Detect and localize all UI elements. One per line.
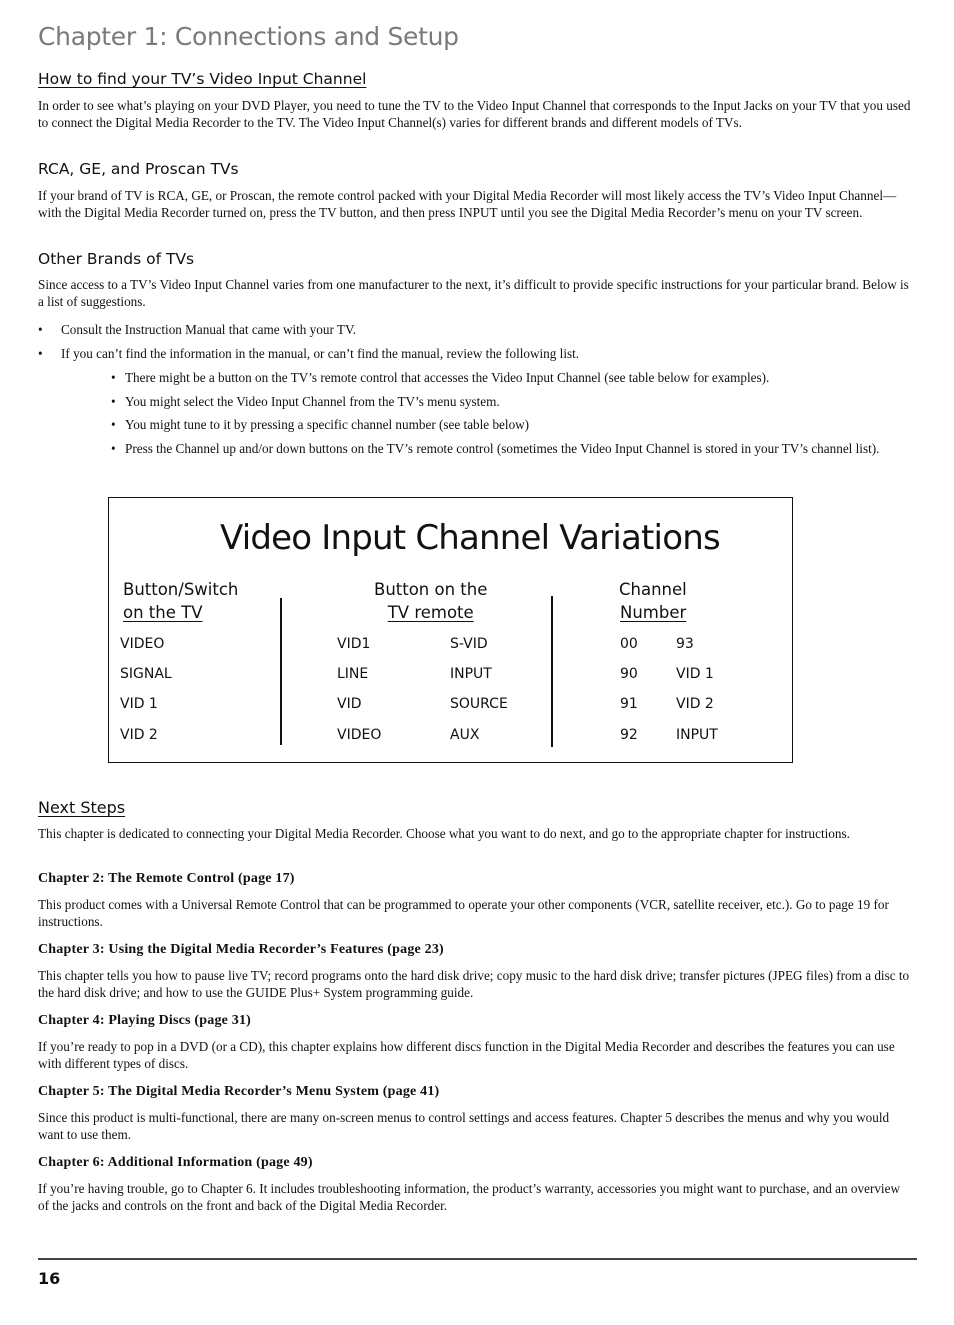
chapter-2-title: Chapter 2: The Remote Control (page 17) — [38, 871, 295, 886]
chapter-6-body: If you’re having trouble, go to Chapter 6. It includes troubleshooting information, the product’s warranty, accessories you might want to purchase, and an overview of the jacks and controls on the front and back of the Digital Media Recorder. — [38, 1181, 900, 1213]
bullet-icon: • — [111, 417, 116, 432]
rca-heading: RCA, GE, and Proscan TVs — [38, 160, 239, 178]
chapter-title: Chapter 1: Connections and Setup — [38, 22, 459, 51]
col-head-line: Button on the — [374, 580, 488, 599]
table-cell: AUX — [450, 727, 480, 743]
chapter-4-title: Chapter 4: Playing Discs (page 31) — [38, 1013, 252, 1028]
bullet-icon: • — [111, 370, 116, 385]
table-cell: VID 2 — [120, 727, 158, 743]
sub-bullet-text: You might select the Video Input Channel from the TV’s menu system. — [125, 394, 500, 409]
table-cell: LINE — [337, 666, 369, 682]
table-cell: S-VID — [450, 636, 488, 652]
next-steps-body: This chapter is dedicated to connecting your Digital Media Recorder. Choose what you want to do next, and go to the appropriate chapter for instructions. — [38, 826, 850, 841]
chapter-2-body: This product comes with a Universal Remote Control that can be programmed to operate your other components (VCR, satellite receiver, etc.). Go to page 19 for instructions. — [38, 897, 889, 929]
col-head-button-switch — [123, 578, 238, 624]
other-brands-heading: Other Brands of TVs — [38, 250, 195, 268]
table-cell: 92 — [620, 727, 638, 743]
table-cell: 93 — [676, 636, 694, 652]
next-steps-heading: Next Steps — [38, 798, 126, 817]
table-cell: VIDEO — [120, 636, 165, 652]
table-cell: INPUT — [676, 727, 718, 743]
sub-list-item — [111, 440, 906, 457]
bullet-icon: • — [111, 394, 116, 409]
table-cell: SOURCE — [450, 696, 508, 712]
find-channel-body: In order to see what’s playing on your DVD Player, you need to tune the TV to the Video Input Channel that corresponds to the Input Jacks on your TV that you used to connect the Digital Media Recorder to the TV. The Video Input Channel(s) varies for different brands and different models of TVs. — [38, 98, 911, 130]
table-cell: 91 — [620, 696, 638, 712]
sub-bullet-text: You might tune to it by pressing a specific channel number (see table below) — [125, 417, 530, 432]
col-head-channel — [619, 578, 687, 624]
col-head-line: on the TV — [123, 603, 203, 622]
chapter-3-body: This chapter tells you how to pause live TV; record programs onto the hard disk drive; copy music to the hard disk drive; transfer pictures (JPEG files) from a disc to the hard disk drive; and how to use the GUIDE Plus+ System programming guide. — [38, 968, 910, 1000]
sub-list-item — [111, 416, 906, 433]
col-head-line: Channel — [619, 580, 687, 599]
col-head-line: Number — [620, 603, 687, 622]
page-number: 16 — [38, 1269, 61, 1288]
rca-body: If your brand of TV is RCA, GE, or Proscan, the remote control packed with your Digital Media Recorder will most likely access the TV’s Video Input Channel— with the Digital Media Recorder turned on, press the TV button, and then press INPUT until you see the Digital Media Recorder’s menu on your TV screen. — [38, 188, 897, 220]
chapter-5-body: Since this product is multi-functional, there are many on-screen menus to control settings and access features. Chapter 5 describes the menus and why you would want to use them. — [38, 1110, 890, 1142]
col-head-line: Button/Switch — [123, 580, 239, 599]
column-divider — [551, 596, 553, 747]
other-brands-body: Since access to a TV’s Video Input Channel varies from one manufacturer to the next, it’s difficult to provide specific instructions for your particular brand. Below is a list of suggestions. — [38, 277, 909, 309]
table-cell: VID — [337, 696, 362, 712]
bullet-text: Consult the Instruction Manual that came with your TV. — [61, 322, 357, 337]
table-cell: 90 — [620, 666, 638, 682]
table-cell: 00 — [620, 636, 638, 652]
list-item — [38, 345, 914, 362]
sub-list-item — [111, 393, 906, 410]
sub-bullet-text: Press the Channel up and/or down buttons on the TV’s remote control (sometimes the Video Input Channel is stored in your TV’s channel list). — [125, 441, 880, 456]
column-divider — [280, 598, 282, 745]
table-cell: SIGNAL — [120, 666, 172, 682]
table-cell: INPUT — [450, 666, 492, 682]
footer-rule — [38, 1258, 917, 1260]
chapter-6-title: Chapter 6: Additional Information (page 49) — [38, 1155, 313, 1170]
chapter-5-title: Chapter 5: The Digital Media Recorder’s Menu System (page 41) — [38, 1084, 440, 1099]
sub-list-item — [111, 369, 906, 386]
chapter-4-body: If you’re ready to pop in a DVD (or a CD), this chapter explains how different discs function in the Digital Media Recorder and describes the features you can use with different types of discs. — [38, 1039, 895, 1071]
col-head-line: TV remote — [387, 603, 474, 622]
table-cell: VID 2 — [676, 696, 714, 712]
table-title: Video Input Channel Variations — [220, 518, 720, 558]
table-cell: VIDEO — [337, 727, 382, 743]
bullet-icon: • — [38, 322, 43, 337]
table-cell: VID 1 — [120, 696, 158, 712]
chapter-3-title: Chapter 3: Using the Digital Media Recorder’s Features (page 23) — [38, 942, 444, 957]
list-item — [38, 321, 914, 338]
sub-bullet-text: There might be a button on the TV’s remote control that accesses the Video Input Channel (see table below for examples). — [125, 370, 770, 385]
bullet-text: If you can’t find the information in the manual, or can’t find the manual, review the following list. — [61, 346, 580, 361]
table-cell: VID 1 — [676, 666, 714, 682]
table-cell: VID1 — [337, 636, 371, 652]
bullet-icon: • — [38, 346, 43, 361]
find-channel-heading: How to find your TV’s Video Input Channel — [38, 70, 367, 88]
col-head-remote — [374, 578, 487, 624]
bullet-icon: • — [111, 441, 116, 456]
